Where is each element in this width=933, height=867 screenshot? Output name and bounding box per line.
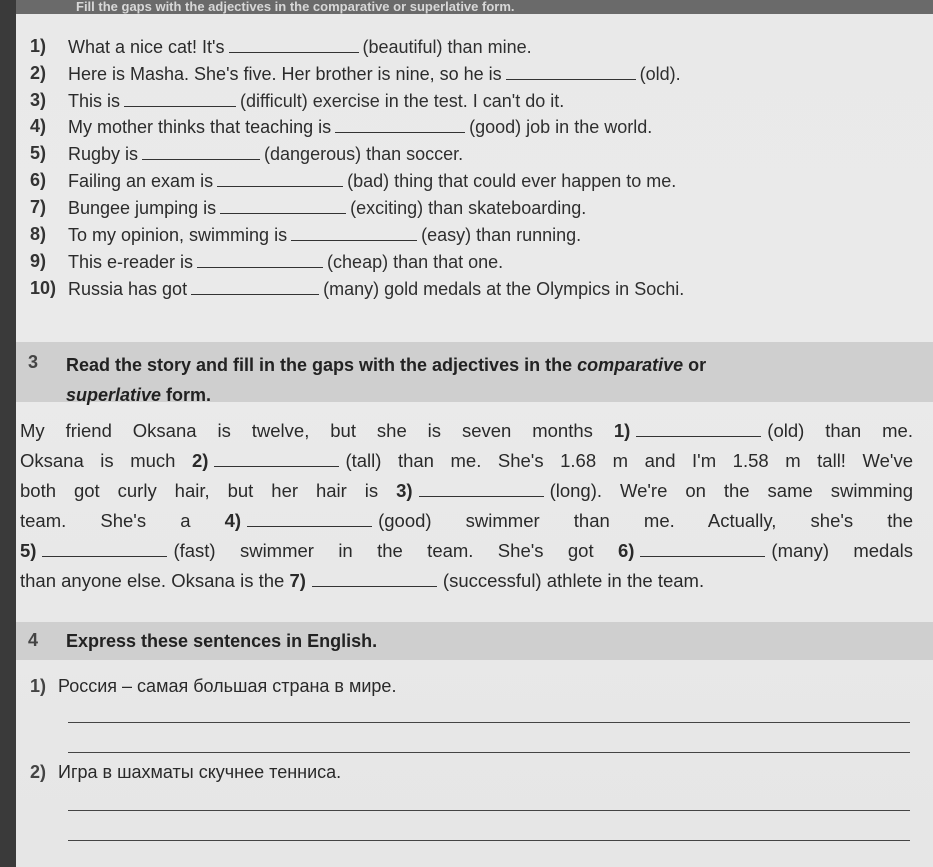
answer-blank[interactable] [42, 541, 167, 557]
answer-blank[interactable] [640, 541, 765, 557]
section-4-title: Express these sentences in English. [66, 631, 378, 651]
item-text: To my opinion, swimming is [68, 225, 288, 245]
item-number: 10) [30, 278, 57, 298]
item-hint: (dangerous) than soccer. [264, 144, 464, 164]
gap-number: 3) [396, 480, 413, 501]
gap-number: 2) [191, 450, 209, 471]
item-number: 6) [30, 170, 47, 190]
item-hint: (bad) thing that could ever happen to me. [347, 171, 677, 191]
answer-blank[interactable] [247, 511, 372, 527]
gap-number: 1) [613, 420, 631, 441]
section-3-title: Read the story and fill in the gaps with the adjectives in the comparative or superlative form. [66, 355, 707, 405]
item-hint: (difficult) exercise in the test. I can't do it. [240, 91, 565, 111]
answer-blank[interactable] [291, 224, 417, 241]
answer-blank[interactable] [142, 143, 260, 160]
answer-blank[interactable] [217, 170, 343, 187]
answer-line[interactable] [68, 722, 910, 723]
story-text [20, 416, 913, 596]
item-hint: (good) job in the world. [469, 117, 653, 137]
story-line: My friend Oksana is twelve, but she is seven months 1) (old) than me. [20, 420, 913, 441]
item-number: 3) [30, 90, 47, 110]
item-hint: (cheap) than that one. [327, 252, 504, 272]
story-line: team. She's a 4) (good) swimmer than me. Actually, she's the [20, 510, 913, 531]
story-line: than anyone else. Oksana is the 7) (successful) athlete in the team. [20, 570, 705, 591]
item-number: 9) [30, 251, 47, 271]
item-text: Rugby is [68, 144, 139, 164]
item-hint: (easy) than running. [421, 225, 582, 245]
answer-blank[interactable] [636, 421, 761, 437]
answer-blank[interactable] [312, 571, 437, 587]
gap-number: 4) [224, 510, 242, 531]
answer-line[interactable] [68, 810, 910, 811]
answer-blank[interactable] [335, 116, 465, 133]
answer-blank[interactable] [124, 90, 236, 107]
answer-line[interactable] [68, 840, 910, 841]
answer-blank[interactable] [229, 36, 359, 53]
answer-blank[interactable] [419, 481, 544, 497]
translate-item: 1) Россия – самая большая страна в мире. [30, 676, 397, 696]
section-3-number: 3 [28, 352, 39, 372]
story-line: 5) (fast) swimmer in the team. She's got 6) (many) medals [20, 540, 913, 561]
item-number: 8) [30, 224, 47, 244]
item-number: 1) [30, 36, 47, 56]
item-hint: (exciting) than skateboarding. [350, 198, 587, 218]
item-text: Failing an exam is [68, 171, 214, 191]
answer-line[interactable] [68, 752, 910, 753]
answer-blank[interactable] [220, 197, 346, 214]
story-line: both got curly hair, but her hair is 3) (long). We're on the same swimming [20, 480, 913, 501]
item-text: This is [68, 91, 121, 111]
section-3-header [16, 342, 933, 405]
worksheet-page [16, 0, 933, 867]
answer-blank[interactable] [506, 63, 636, 80]
item-number: 4) [30, 116, 47, 136]
answer-blank[interactable] [191, 278, 319, 295]
item-hint: (many) gold medals at the Olympics in Sochi. [323, 279, 685, 299]
gap-number: 5) [20, 540, 37, 561]
item-text: This e-reader is [68, 252, 194, 272]
item-text: Russia has got [68, 279, 188, 299]
translate-item: 2) Игра в шахматы скучнее тенниса. [30, 762, 342, 782]
item-hint: (old). [639, 64, 681, 84]
item-text: What a nice cat! It's [68, 37, 225, 57]
item-number: 5) [30, 143, 47, 163]
item-hint: (beautiful) than mine. [362, 37, 532, 57]
exercise-header-partial: Fill the gaps with the adjectives in the comparative or superlative form. [16, 0, 933, 14]
item-number: 2) [30, 63, 47, 83]
gap-number: 7) [289, 570, 306, 591]
gap-number: 6) [617, 540, 635, 561]
story-line: Oksana is much 2) (tall) than me. She's 1.68 m and I'm 1.58 m tall! We've [20, 450, 913, 471]
section-4-header [16, 622, 933, 660]
answer-blank[interactable] [214, 451, 339, 467]
item-text: Here is Masha. She's five. Her brother is nine, so he is [68, 64, 502, 84]
item-text: My mother thinks that teaching is [68, 117, 332, 137]
answer-blank[interactable] [197, 251, 323, 268]
item-text: Bungee jumping is [68, 198, 217, 218]
section-4-number: 4 [28, 630, 39, 650]
item-number: 7) [30, 197, 47, 217]
